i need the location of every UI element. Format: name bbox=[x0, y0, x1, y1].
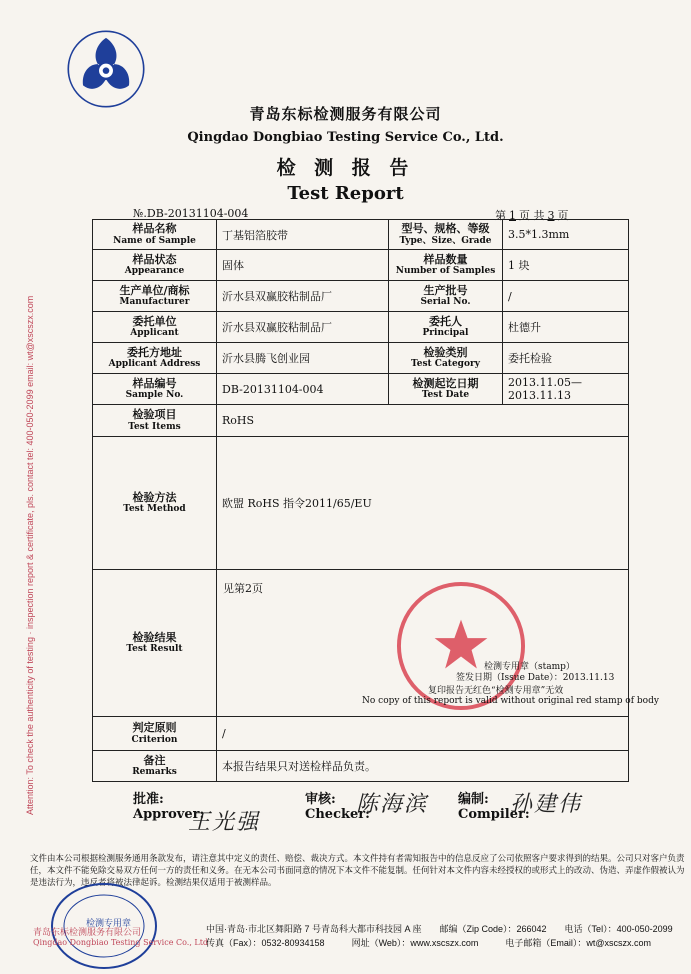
compiler-signature: 孙建伟 bbox=[510, 792, 583, 817]
table-row bbox=[93, 281, 629, 312]
table-row bbox=[93, 751, 629, 782]
test-date-value: 2013.11.05—2013.11.13 bbox=[503, 374, 629, 405]
appearance-label: 样品状态 Appearance bbox=[93, 250, 217, 281]
checker-label-cn: 审核: bbox=[305, 792, 336, 807]
applicant-label: 委托单位 Applicant bbox=[93, 312, 217, 343]
page-total: 3 bbox=[547, 209, 555, 222]
footer-company-cn: 青岛东标检测服务有限公司 bbox=[33, 928, 142, 938]
table-row bbox=[93, 437, 629, 570]
no-copy-notice-cn: 复印报告无红色“检测专用章”无效 bbox=[428, 686, 564, 696]
model-value: 3.5*1.3mm bbox=[503, 220, 629, 250]
checker-label-en: Checker: bbox=[305, 807, 370, 822]
applicant-address-value: 沂水县腾飞创业园 bbox=[217, 343, 389, 374]
test-result-value: 见第2页 bbox=[223, 582, 263, 595]
compiler-label-en: Compiler: bbox=[458, 807, 530, 822]
legal-disclaimer: 文件由本公司根据检测服务通用条款发布，请注意其中定义的责任、赔偿、裁决方式。本文件持有者需知报告中的信息反应了公司依照客户要求得到的结果。公司只对客户负责任，本文件不能免除交易双方任何一方的责任和义务。在无本公司书面同意的情况下本文件不能复制。任何针对本文件内容未经授权的或形式上的改动、伪造、弄虚作假被认为是违法行为，违反者将被法律起诉。检测结果仅适用于被测样品。 bbox=[30, 853, 685, 887]
test-category-label: 检验类别 Test Category bbox=[389, 343, 503, 374]
checker-signature: 陈海滨 bbox=[356, 792, 429, 817]
applicant-value: 沂水县双赢胶粘制品厂 bbox=[217, 312, 389, 343]
table-row bbox=[93, 717, 629, 751]
company-name-en: Qingdao Dongbiao Testing Service Co., Ltd. bbox=[187, 130, 504, 145]
table-row bbox=[93, 312, 629, 343]
authenticity-side-note: Attention: To check the authenticity of testing · inspection report & certificate, pls. contact tel: 400-050-2099 email: wt@xscszx.com bbox=[25, 295, 35, 815]
approver-label-cn: 批准: bbox=[133, 792, 164, 807]
table-row bbox=[93, 374, 629, 405]
page-prefix: 第 bbox=[495, 209, 506, 222]
seal-text: 检测专用章 bbox=[86, 919, 132, 929]
model-label: 型号、规格、等级 Type、Size、Grade bbox=[389, 220, 503, 250]
table-row bbox=[93, 405, 629, 437]
applicant-address-label: 委托方地址 Applicant Address bbox=[93, 343, 217, 374]
serial-label: 生产批号 Serial No. bbox=[389, 281, 503, 312]
report-number: №.DB-20131104-004 bbox=[133, 207, 249, 220]
test-result-label: 检验结果 Test Result bbox=[93, 570, 217, 717]
page-current: 1 bbox=[509, 209, 516, 222]
footer-address: 中国·青岛·市北区舞阳路 7 号青岛科大都市科技园 A 座 邮编（Zip Code）：266042 电话（Tel）：400-050-2099 bbox=[206, 924, 673, 934]
test-method-value: 欧盟 RoHS 指令2011/65/EU bbox=[217, 437, 629, 570]
approver-label-en: Approver: bbox=[133, 807, 205, 822]
principal-label: 委托人 Principal bbox=[389, 312, 503, 343]
approver-signature: 王光强 bbox=[188, 810, 261, 835]
sample-name-label: 样品名称 Name of Sample bbox=[93, 220, 217, 250]
footer-company-en: Qingdao Dongbiao Testing Service Co., Ltd bbox=[33, 938, 209, 947]
no-copy-notice-en: No copy of this report is valid without original red stamp of body bbox=[362, 696, 659, 706]
appearance-value: 固体 bbox=[217, 250, 389, 281]
principal-value: 杜德升 bbox=[503, 312, 629, 343]
serial-value: / bbox=[503, 281, 629, 312]
test-method-label: 检验方法 Test Method bbox=[93, 437, 217, 570]
company-name-cn: 青岛东标检测服务有限公司 bbox=[249, 105, 442, 123]
table-row bbox=[93, 250, 629, 281]
report-title-en: Test Report bbox=[287, 183, 404, 204]
test-items-value: RoHS bbox=[217, 405, 629, 437]
stamp-label: 检测专用章（stamp） bbox=[484, 662, 575, 672]
compiler-label-cn: 编制: bbox=[458, 792, 489, 807]
test-date-label: 检测起讫日期 Test Date bbox=[389, 374, 503, 405]
criterion-label: 判定原则 Criterion bbox=[93, 717, 217, 751]
test-category-value: 委托检验 bbox=[503, 343, 629, 374]
manufacturer-label: 生产单位/商标 Manufacturer bbox=[93, 281, 217, 312]
page-suffix: 页 bbox=[557, 209, 569, 222]
test-items-label: 检验项目 Test Items bbox=[93, 405, 217, 437]
page-mid: 页 共 bbox=[519, 209, 545, 222]
footer-contacts: 传真（Fax）：0532-80934158 网址（Web）：www.xscszx.com 电子邮箱（Email）：wt@xscszx.com bbox=[206, 938, 652, 948]
manufacturer-value: 沂水县双赢胶粘制品厂 bbox=[217, 281, 389, 312]
remarks-label: 备注 Remarks bbox=[93, 751, 217, 782]
table-row bbox=[93, 343, 629, 374]
company-logo-icon bbox=[65, 28, 147, 110]
num-samples-label: 样品数量 Number of Samples bbox=[389, 250, 503, 281]
criterion-value: / bbox=[217, 717, 629, 751]
sample-no-label: 样品编号 Sample No. bbox=[93, 374, 217, 405]
num-samples-value: 1 块 bbox=[503, 250, 629, 281]
issue-date: 签发日期（Issue Date）：2013.11.13 bbox=[456, 673, 615, 683]
sample-name-value: 丁基铝箔胶带 bbox=[217, 220, 389, 250]
report-title-cn: 检 测 报 告 bbox=[276, 157, 415, 179]
table-row bbox=[93, 220, 629, 250]
sample-no-value: DB-20131104-004 bbox=[217, 374, 389, 405]
remarks-value: 本报告结果只对送检样品负责。 bbox=[217, 751, 629, 782]
